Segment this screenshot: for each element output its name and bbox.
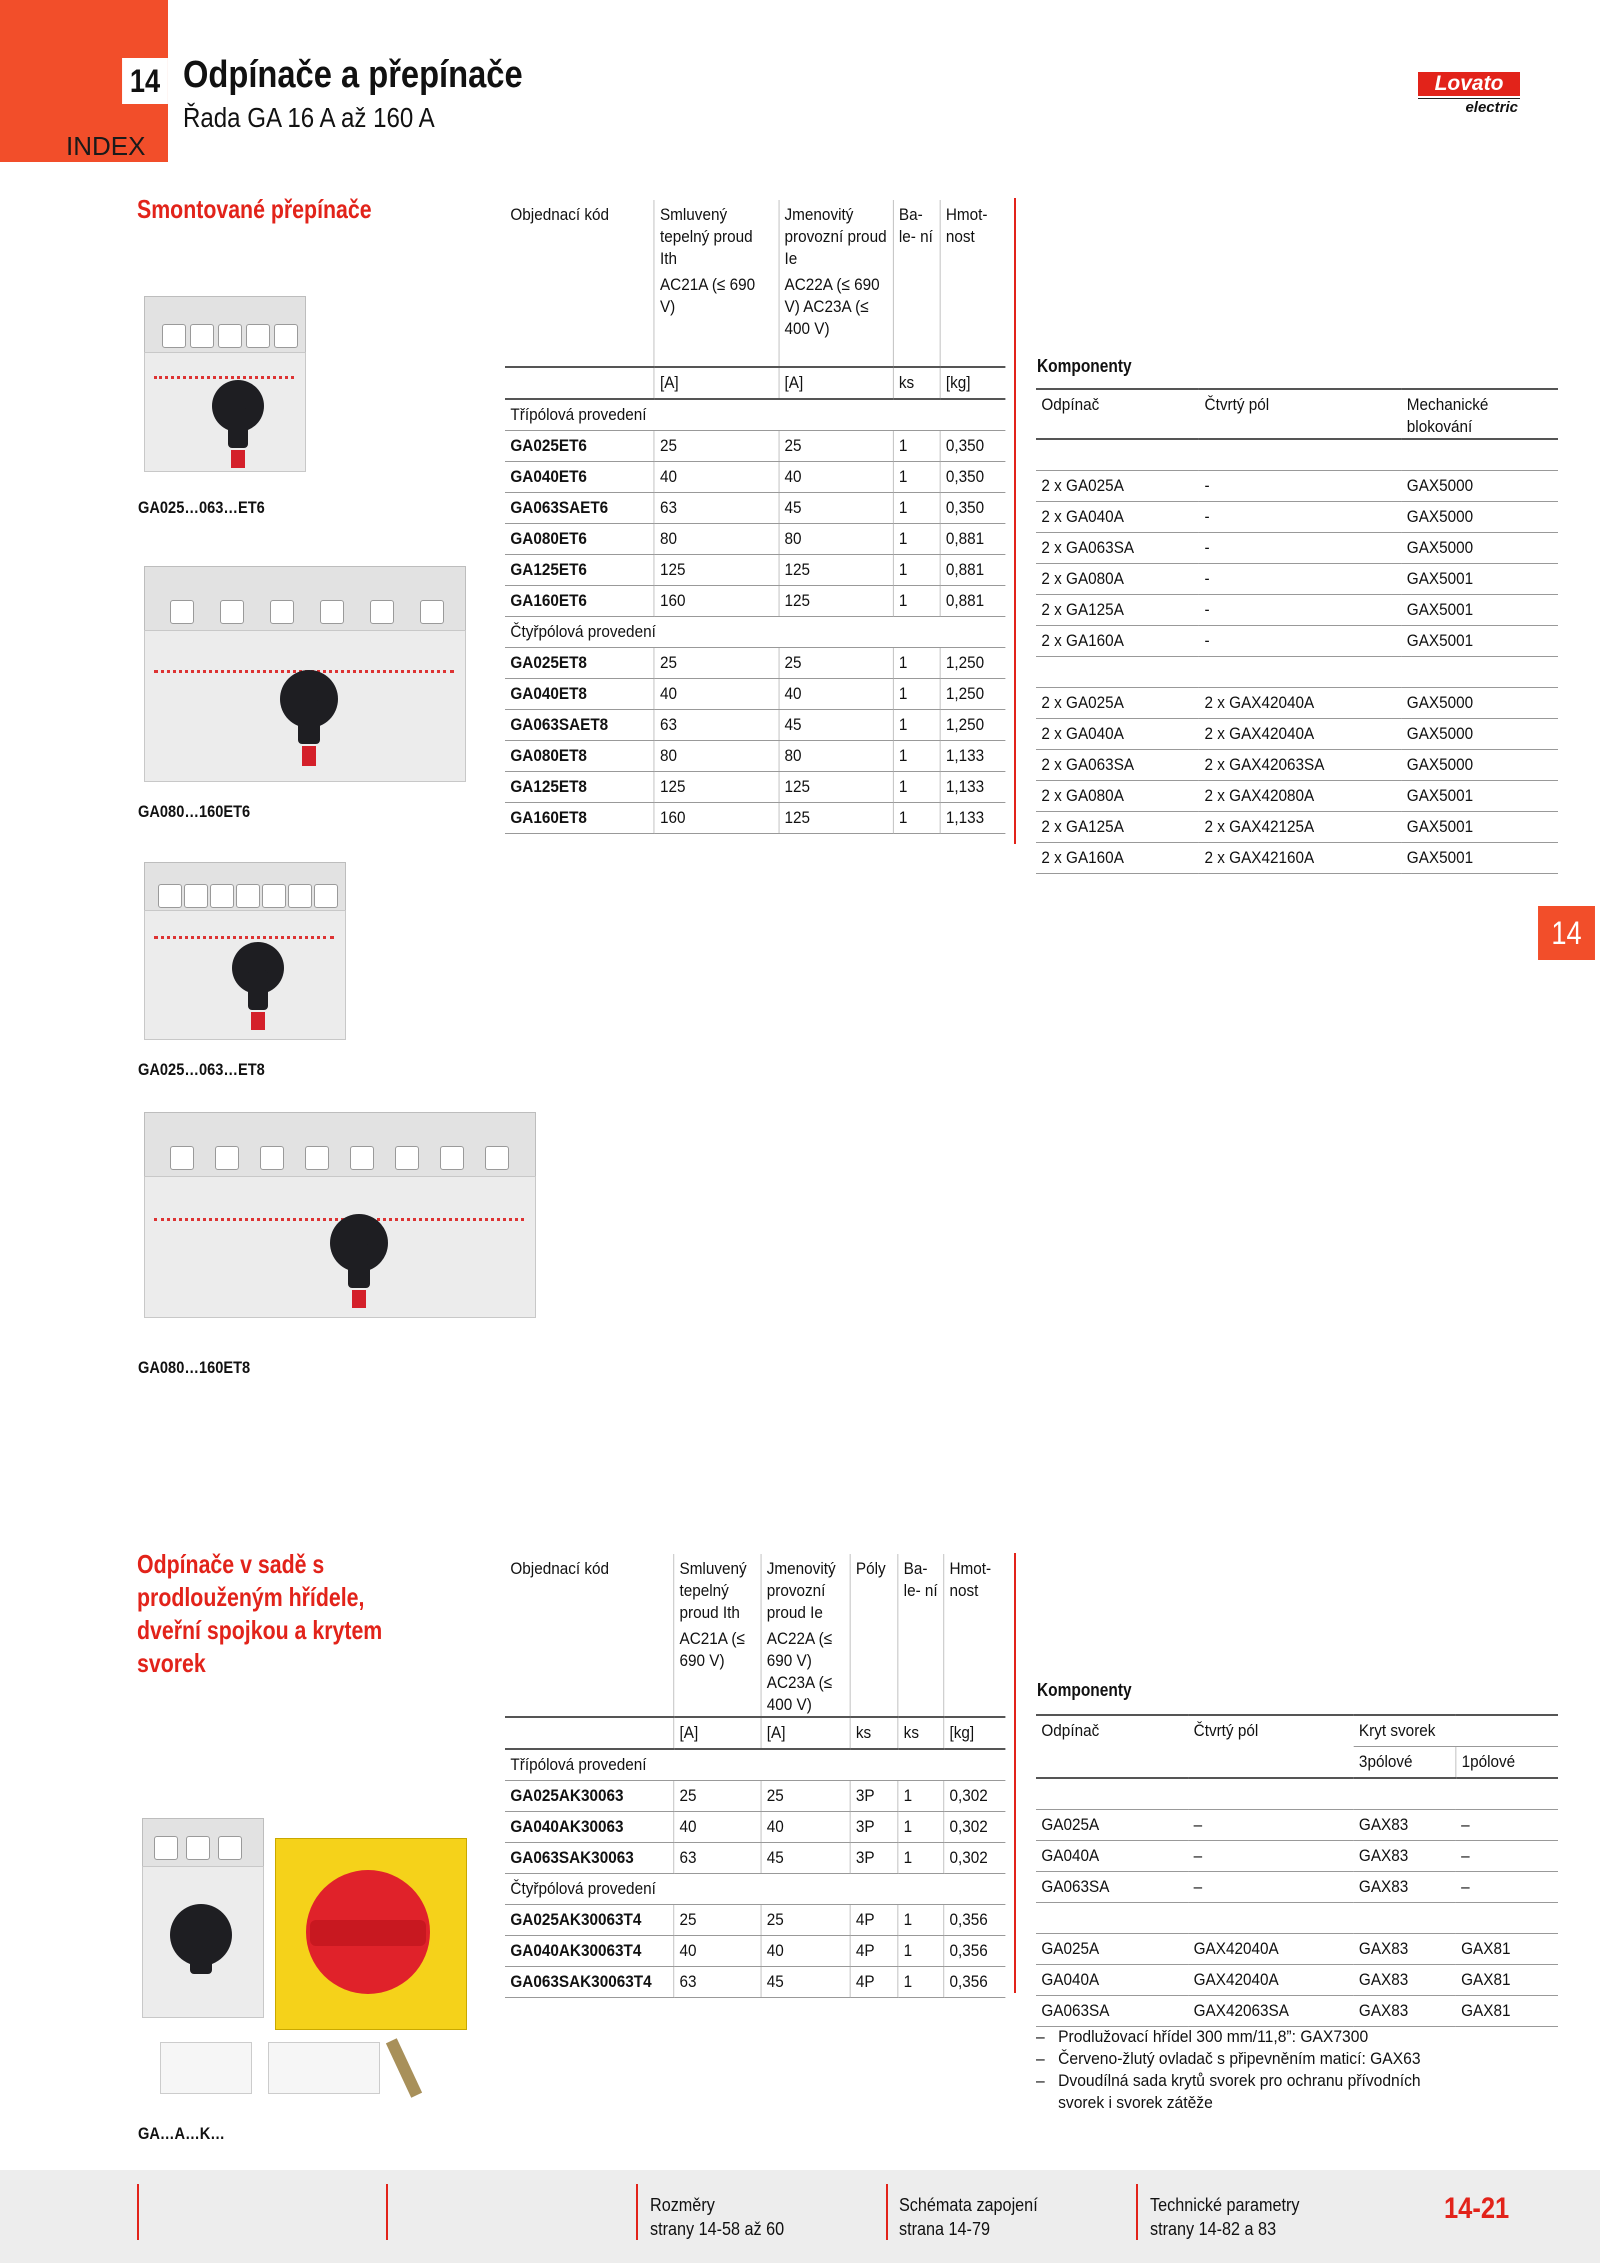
table-cell: GAX5000 (1401, 502, 1558, 533)
table-cell: 2 x GA025A (1036, 688, 1199, 719)
table-cell: 1 (893, 679, 940, 710)
table-cell (1401, 657, 1558, 688)
table-cell: 40 (654, 679, 779, 710)
unit: ks (893, 367, 940, 399)
unit: ks (850, 1717, 898, 1749)
table-cell: 2 x GA040A (1036, 719, 1199, 750)
th-code: Objednací kód (510, 205, 610, 224)
table-cell: 0,356 (944, 1936, 1006, 1967)
table-cell: – (1188, 1841, 1353, 1872)
unit: ks (898, 1717, 944, 1749)
table-cell: 1,133 (940, 741, 1005, 772)
table-row (505, 524, 1005, 555)
th-ith-sub: AC21A (≤ 690 V) (674, 1624, 761, 1717)
table-cell: GA063SA (1036, 1996, 1188, 2027)
table-cell: 40 (674, 1936, 761, 1967)
table-cell: 2 x GAX42125A (1199, 812, 1401, 843)
caption-kit: GA…A…K… (138, 2124, 225, 2143)
page-title: Odpínače a přepínače (183, 54, 523, 96)
table-cell: 1 (893, 741, 940, 772)
group-row (505, 617, 1005, 648)
unit: [A] (761, 1717, 850, 1749)
table-row (505, 1781, 1005, 1812)
table-row (505, 1936, 1005, 1967)
th-ie: Jmenovitý provozní proud Ie (779, 200, 893, 270)
table-cell: GA080ET8 (505, 741, 654, 772)
th-code: Objednací kód (510, 1559, 610, 1578)
table-cell (1188, 1903, 1353, 1934)
table-cell: GAX83 (1354, 1872, 1456, 1903)
table-cell: 80 (654, 524, 779, 555)
caption-ga080-et8: GA080…160ET8 (138, 1358, 251, 1377)
note-item: – Červeno-žlutý ovladač s připevněním maticí: GAX63 (1036, 2049, 1421, 2068)
table-cell: 25 (674, 1781, 761, 1812)
table-cell: 25 (779, 431, 893, 462)
table-cell: 2 x GA160A (1036, 843, 1199, 874)
table-row (1036, 1965, 1558, 1996)
table-row (1036, 471, 1558, 502)
table-cell (1036, 1903, 1188, 1934)
table-cell: 2 x GA080A (1036, 781, 1199, 812)
table-cell: 0,302 (944, 1843, 1006, 1874)
table-cell: - (1199, 533, 1401, 564)
table-cell: 125 (779, 555, 893, 586)
table-cell: – (1456, 1810, 1558, 1841)
table-cell: 4P (850, 1905, 898, 1936)
table-cell: 125 (779, 586, 893, 617)
spacer-row (1036, 1903, 1558, 1934)
table-cell: 40 (779, 679, 893, 710)
table-cell: 1 (898, 1843, 944, 1874)
table-cell: 2 x GA080A (1036, 564, 1199, 595)
table-cell: 0,302 (944, 1781, 1006, 1812)
table-cell: Čtyřpólová provedení (505, 617, 1005, 648)
table-cell: 125 (654, 772, 779, 803)
table-row (1036, 1934, 1558, 1965)
table-cell: 80 (779, 524, 893, 555)
table-cell: GAX5001 (1401, 564, 1558, 595)
components-table-1 (1036, 388, 1558, 874)
table-cell: 1 (898, 1936, 944, 1967)
unit: [A] (654, 367, 779, 399)
table-cell: 1 (893, 462, 940, 493)
table-cell: GA040AK30063 (505, 1812, 674, 1843)
table-row (1036, 1872, 1558, 1903)
table-cell: 25 (761, 1781, 850, 1812)
th-ie: Jmenovitý provozní proud Ie (761, 1554, 850, 1624)
table-cell (1036, 657, 1199, 688)
table-cell: GA063SA (1036, 1872, 1188, 1903)
table-cell: 63 (674, 1967, 761, 1998)
table-cell: 45 (761, 1843, 850, 1874)
unit: [A] (674, 1717, 761, 1749)
th-ie-sub: AC22A (≤ 690 V) AC23A (≤ 400 V) (779, 270, 893, 367)
table-cell: Třípólová provedení (505, 399, 1005, 431)
table-cell: 45 (761, 1967, 850, 1998)
table-cell: GA040ET8 (505, 679, 654, 710)
table-row (505, 679, 1005, 710)
spacer-row (1036, 439, 1558, 471)
ch-fourth-pole: Čtvrtý pól (1193, 1721, 1259, 1741)
table-cell (1188, 1778, 1353, 1810)
th-poles: Póly (850, 1554, 898, 1624)
footer-bar (0, 2170, 1600, 2263)
table-cell: 80 (779, 741, 893, 772)
table-cell (1036, 439, 1199, 471)
table-cell: 2 x GA160A (1036, 626, 1199, 657)
ch-switch: Odpínač (1041, 1721, 1100, 1741)
table-cell: GAX5001 (1401, 781, 1558, 812)
table-cell: 40 (761, 1936, 850, 1967)
section1-title: Smontované přepínače (137, 194, 372, 224)
components-title-2: Komponenty (1037, 1680, 1132, 1700)
table-cell: 1 (893, 586, 940, 617)
footer-technical-link[interactable]: Technické parametry strany 14-82 a 83 (1150, 2195, 1300, 2239)
index-link[interactable]: INDEX (66, 131, 146, 161)
unit: [kg] (940, 367, 1005, 399)
table-cell: GA080ET6 (505, 524, 654, 555)
notes-list (1036, 2026, 1441, 2114)
spacer-row (1036, 1778, 1558, 1810)
ch-1pole: 1pólové (1456, 1747, 1558, 1779)
table-cell: 2 x GA125A (1036, 812, 1199, 843)
ch-terminal-cover: Kryt svorek (1354, 1715, 1558, 1747)
table-cell: GA063SAK30063T4 (505, 1967, 674, 1998)
table-row (1036, 843, 1558, 874)
components-table-2 (1036, 1714, 1558, 2027)
table-cell: GAX5000 (1401, 719, 1558, 750)
table-cell: - (1199, 626, 1401, 657)
ordering-table-1 (505, 200, 1005, 834)
product-image-ga025-et8 (140, 856, 350, 1046)
table-cell: 40 (761, 1812, 850, 1843)
table-cell: 1 (898, 1905, 944, 1936)
table-cell (1354, 1778, 1456, 1810)
ch-3pole: 3pólové (1354, 1747, 1456, 1779)
table-cell (1199, 439, 1401, 471)
table-cell: 40 (674, 1812, 761, 1843)
table-row (1036, 564, 1558, 595)
th-weight: Hmot- nost (940, 200, 1005, 270)
table-cell (1036, 1778, 1188, 1810)
table-cell: GAX81 (1456, 1996, 1558, 2027)
table-cell: 0,350 (940, 462, 1005, 493)
table-cell: GAX42040A (1188, 1934, 1353, 1965)
table-cell: Čtyřpólová provedení (505, 1874, 1005, 1905)
note-item: – Prodlužovací hřídel 300 mm/11,8”: GAX7300 (1036, 2027, 1369, 2046)
table-cell: GA025A (1036, 1934, 1188, 1965)
ch-fourth-pole: Čtvrtý pól (1204, 395, 1270, 414)
note-item: – Dvoudílná sada krytů svorek pro ochranu přívodních svorek i svorek zátěže (1036, 2071, 1421, 2112)
table-cell: – (1188, 1810, 1353, 1841)
table-cell: 1 (893, 648, 940, 679)
table-cell: 40 (654, 462, 779, 493)
th-ith: Smluvený tepelný proud Ith (654, 200, 779, 270)
group-row (505, 1749, 1005, 1781)
th-pack: Ba- le- ní (898, 1554, 944, 1624)
table-row (1036, 1841, 1558, 1872)
caption-ga080-et6: GA080…160ET6 (138, 802, 251, 821)
table-cell: 2 x GA063SA (1036, 750, 1199, 781)
table-cell: 25 (654, 648, 779, 679)
table-cell: 3P (850, 1812, 898, 1843)
table-cell: GA063SAK30063 (505, 1843, 674, 1874)
table-cell: 160 (654, 803, 779, 834)
table-cell: GAX5000 (1401, 471, 1558, 502)
table-cell: GA025ET8 (505, 648, 654, 679)
table-cell: 45 (779, 710, 893, 741)
table-cell: 125 (779, 772, 893, 803)
table-cell: 0,350 (940, 431, 1005, 462)
table-cell: 45 (779, 493, 893, 524)
table-cell: 1,133 (940, 772, 1005, 803)
table-row (505, 803, 1005, 834)
page-number: 14-21 (1444, 2192, 1510, 2225)
table-row (505, 1905, 1005, 1936)
table-cell (1456, 1778, 1558, 1810)
table-cell: GAX5000 (1401, 688, 1558, 719)
table-cell: GAX5001 (1401, 595, 1558, 626)
table-cell: GA025A (1036, 1810, 1188, 1841)
table-row (1036, 533, 1558, 564)
table-cell: GAX42040A (1188, 1965, 1353, 1996)
vertical-divider (1014, 198, 1016, 844)
footer-dimensions-link[interactable]: Rozměry strany 14-58 až 60 (650, 2195, 785, 2239)
table-cell: 25 (761, 1905, 850, 1936)
table-cell: 1 (898, 1781, 944, 1812)
table-cell (1401, 439, 1558, 471)
table-cell: 2 x GA040A (1036, 502, 1199, 533)
page-subtitle: Řada GA 16 A až 160 A (183, 102, 435, 133)
table-cell: 125 (779, 803, 893, 834)
table-cell: GAX83 (1354, 1810, 1456, 1841)
table-cell: 63 (654, 493, 779, 524)
table-cell: GA063SAET8 (505, 710, 654, 741)
table-cell: GA063SAET6 (505, 493, 654, 524)
table-cell: 63 (654, 710, 779, 741)
table-cell: - (1199, 564, 1401, 595)
lovato-logo (1418, 72, 1520, 116)
table-cell: 0,881 (940, 524, 1005, 555)
table-cell: GAX83 (1354, 1934, 1456, 1965)
table-cell: GAX83 (1354, 1996, 1456, 2027)
spacer-row (1036, 657, 1558, 688)
table-row (1036, 502, 1558, 533)
table-cell: 0,302 (944, 1812, 1006, 1843)
table-cell: 3P (850, 1781, 898, 1812)
table-cell: GAX5001 (1401, 812, 1558, 843)
th-ith-sub: AC21A (≤ 690 V) (654, 270, 779, 367)
th-ith: Smluvený tepelný proud Ith (674, 1554, 761, 1624)
table-row (1036, 719, 1558, 750)
table-cell: 40 (779, 462, 893, 493)
ordering-table-2 (505, 1554, 1005, 1998)
unit: [kg] (944, 1717, 1006, 1749)
table-cell: GA040ET6 (505, 462, 654, 493)
footer-wiring-link[interactable]: Schémata zapojení strana 14-79 (899, 2195, 1038, 2239)
table-cell: GA040AK30063T4 (505, 1936, 674, 1967)
chapter-number: 14 (122, 58, 168, 104)
ch-switch: Odpínač (1041, 395, 1100, 414)
table-cell: GAX5001 (1401, 626, 1558, 657)
table-cell: 4P (850, 1967, 898, 1998)
table-cell: 0,356 (944, 1905, 1006, 1936)
caption-ga025-et6: GA025…063…ET6 (138, 498, 265, 517)
table-cell: 0,881 (940, 555, 1005, 586)
table-cell: 2 x GAX42063SA (1199, 750, 1401, 781)
table-cell: 125 (654, 555, 779, 586)
table-cell: 1,250 (940, 648, 1005, 679)
table-cell: GA025ET6 (505, 431, 654, 462)
table-cell: GA040A (1036, 1841, 1188, 1872)
table-row (1036, 1996, 1558, 2027)
table-cell: 2 x GAX42040A (1199, 719, 1401, 750)
table-cell: - (1199, 471, 1401, 502)
table-cell: GA025AK30063T4 (505, 1905, 674, 1936)
table-cell: 1 (898, 1967, 944, 1998)
table-cell: 3P (850, 1843, 898, 1874)
table-row (505, 1812, 1005, 1843)
table-row (505, 431, 1005, 462)
table-cell: GAX5001 (1401, 843, 1558, 874)
ch-interlock: Mechanické blokování (1406, 395, 1489, 436)
table-cell: GA040A (1036, 1965, 1188, 1996)
table-cell: GA125ET6 (505, 555, 654, 586)
vertical-divider (1014, 1553, 1016, 1993)
table-cell: GAX83 (1354, 1965, 1456, 1996)
table-cell: 0,350 (940, 493, 1005, 524)
table-cell: 63 (674, 1843, 761, 1874)
table-cell: 2 x GAX42080A (1199, 781, 1401, 812)
table-cell: 160 (654, 586, 779, 617)
group-row (505, 399, 1005, 431)
table-cell: GA025AK30063 (505, 1781, 674, 1812)
table-cell: 25 (674, 1905, 761, 1936)
table-cell: 1 (893, 493, 940, 524)
product-image-ga080-et6 (140, 560, 470, 790)
table-cell: GAX42063SA (1188, 1996, 1353, 2027)
table-cell: GA160ET6 (505, 586, 654, 617)
table-cell (1456, 1903, 1558, 1934)
group-row (505, 1874, 1005, 1905)
table-row (505, 710, 1005, 741)
table-row (1036, 781, 1558, 812)
table-cell: 1,250 (940, 710, 1005, 741)
table-row (505, 772, 1005, 803)
product-image-kit (140, 1812, 480, 2112)
table-cell: 1 (893, 710, 940, 741)
table-cell: – (1456, 1872, 1558, 1903)
th-weight: Hmot- nost (944, 1554, 1006, 1624)
table-cell (1199, 657, 1401, 688)
table-cell: 25 (654, 431, 779, 462)
th-pack: Ba- le- ní (893, 200, 940, 270)
table-cell: 0,881 (940, 586, 1005, 617)
unit: [A] (779, 367, 893, 399)
table-cell: 1 (893, 555, 940, 586)
table-row (1036, 812, 1558, 843)
th-ie-sub: AC22A (≤ 690 V) AC23A (≤ 400 V) (761, 1624, 850, 1717)
table-cell: 1 (893, 524, 940, 555)
table-row (505, 1843, 1005, 1874)
table-row (505, 741, 1005, 772)
table-cell: 1 (893, 431, 940, 462)
table-cell: GAX81 (1456, 1934, 1558, 1965)
logo-brand: Lovato (1418, 72, 1520, 96)
table-cell: GAX5000 (1401, 533, 1558, 564)
table-cell: 25 (779, 648, 893, 679)
table-row (1036, 626, 1558, 657)
table-cell: 1,133 (940, 803, 1005, 834)
caption-ga025-et8: GA025…063…ET8 (138, 1060, 265, 1079)
section2-title: Odpínače v sadě s prodlouženým hřídele, dveřní spojkou a krytem svorek (137, 1549, 383, 1678)
table-cell: 1 (898, 1812, 944, 1843)
product-image-ga025-et6 (140, 290, 310, 480)
table-row (1036, 595, 1558, 626)
table-row (505, 1967, 1005, 1998)
table-row (1036, 688, 1558, 719)
table-cell: GAX81 (1456, 1965, 1558, 1996)
table-cell: 2 x GAX42040A (1199, 688, 1401, 719)
table-row (505, 462, 1005, 493)
chapter-side-tab[interactable]: 14 (1538, 906, 1595, 960)
table-cell: - (1199, 595, 1401, 626)
table-cell (1354, 1903, 1456, 1934)
table-cell: 2 x GAX42160A (1199, 843, 1401, 874)
table-cell: 1 (893, 803, 940, 834)
table-cell: GAX5000 (1401, 750, 1558, 781)
components-title-1: Komponenty (1037, 356, 1132, 376)
table-cell: – (1188, 1872, 1353, 1903)
table-row (505, 493, 1005, 524)
table-cell: 80 (654, 741, 779, 772)
table-cell: 4P (850, 1936, 898, 1967)
table-cell: GAX83 (1354, 1841, 1456, 1872)
table-cell: Třípólová provedení (505, 1749, 1005, 1781)
logo-sub: electric (1418, 98, 1520, 116)
table-cell: 0,356 (944, 1967, 1006, 1998)
table-row (505, 555, 1005, 586)
table-cell: - (1199, 502, 1401, 533)
table-cell: 2 x GA063SA (1036, 533, 1199, 564)
table-cell: GA125ET8 (505, 772, 654, 803)
table-row (505, 648, 1005, 679)
table-row (1036, 1810, 1558, 1841)
table-cell: – (1456, 1841, 1558, 1872)
table-cell: 1 (893, 772, 940, 803)
table-cell: 2 x GA125A (1036, 595, 1199, 626)
table-row (1036, 750, 1558, 781)
product-image-ga080-et8 (140, 1106, 540, 1326)
table-cell: 1,250 (940, 679, 1005, 710)
table-cell: GA160ET8 (505, 803, 654, 834)
table-cell: 2 x GA025A (1036, 471, 1199, 502)
table-row (505, 586, 1005, 617)
